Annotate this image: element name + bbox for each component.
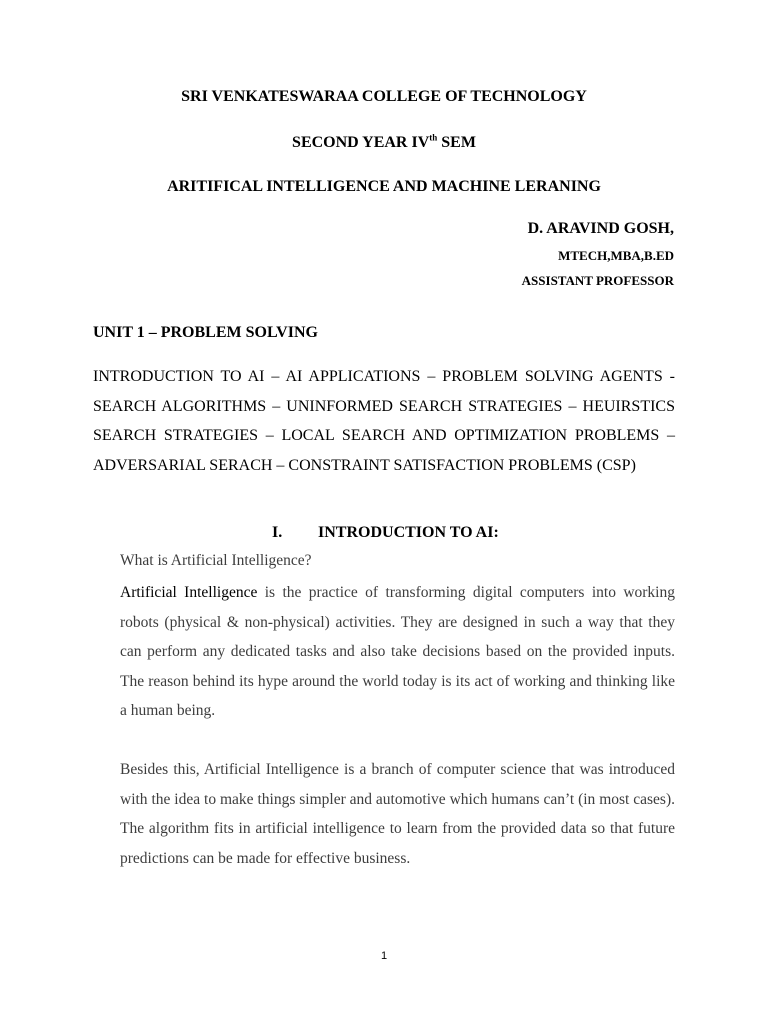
year-semester	[0, 134, 768, 152]
section-title: INTRODUCTION TO AI:	[318, 524, 499, 541]
unit-syllabus: INTRODUCTION TO AI – AI APPLICATIONS – PROBLEM SOLVING AGENTS - SEARCH ALGORITHMS – UNINFORMED SEARCH STRATEGIES – HEUIRSTICS SEARCH STRATEGIES – LOCAL SEARCH AND OPTIMIZATION PROBLEMS – ADVERSARIAL SERACH – CONSTRAINT SATISFACTION PROBLEMS (CSP)	[93, 368, 675, 474]
course-title: ARITIFICAL INTELLIGENCE AND MACHINE LERANING	[167, 178, 601, 195]
college-name: SRI VENKATESWARAA COLLEGE OF TECHNOLOGY	[181, 88, 587, 105]
author-name: D. ARAVIND GOSH,	[527, 220, 674, 237]
page-number: 1	[380, 950, 388, 962]
unit-title: UNIT 1 – PROBLEM SOLVING	[93, 324, 318, 341]
paragraph-definition	[120, 578, 675, 726]
semester-text: SEM	[437, 134, 476, 151]
defined-term: Artificial Intelligence	[120, 584, 258, 601]
author-role: ASSISTANT PROFESSOR	[521, 273, 674, 288]
paragraph-branch: Besides this, Artificial Intelligence is a branch of computer science that was introduced with the idea to make things simpler and automotive which humans can’t (in most cases). The algorithm fits in artificial intelligence to learn from the provided data so that future predictions can be made for effective business.	[120, 761, 675, 867]
definition-text: is the practice of transforming digital computers into working robots (physical & non-physical) activities. They are designed in such a way that they can perform any dedicated tasks and also take decisions based on the provided inputs. The reason behind its hype around the world today is its act of working and thinking like a human being.	[120, 584, 675, 719]
year-text: SECOND YEAR IV	[292, 134, 430, 151]
author-degrees: MTECH,MBA,B.ED	[558, 248, 674, 263]
ordinal-superscript: th	[429, 132, 438, 143]
section-question: What is Artificial Intelligence?	[120, 552, 312, 569]
section-number: I.	[272, 524, 283, 541]
